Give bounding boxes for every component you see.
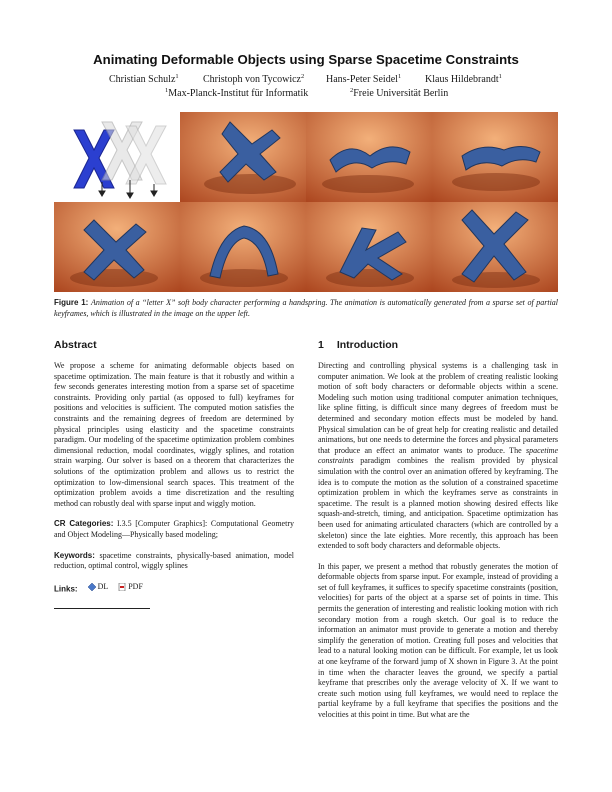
intro-p1-emphasis: spacetime constraints — [318, 445, 558, 466]
animation-frame-4 — [54, 202, 180, 292]
figure-keyframe-illustration — [54, 112, 180, 202]
intro-heading-text: Introduction — [336, 339, 399, 351]
figure-caption-text: Animation of a “letter X” soft body character performing a handspring. The animation is automatically generated from a sparse set of partial keyframes, which is illustrated in the image on the upper left. — [54, 298, 559, 318]
affiliation-1 — [165, 88, 308, 99]
affil-mark: 2 — [350, 87, 354, 94]
keywords — [54, 551, 294, 572]
author-4 — [425, 74, 502, 85]
cr-label: CR Categories: — [54, 519, 114, 529]
intro-p1-part-a: Directing and controlling physical systems is a challenging task in computer animation. We look at the problem of creating realistic looking motion of soft body characters or deformable objects within a scene. Modeling such motion using traditional computer animation techniques, like spline fitting, is difficult since many degrees of freedom must be determined and secondary motion effects must be modeled by hand. Physical simulation can be of great help for creating realistic and detailed animations, but one needs to determine the forces and physical parameters that produce an effect an animator wants to produce. The — [318, 361, 558, 455]
keyframe-x-gray-2 — [126, 126, 166, 184]
abstract-text: We propose a scheme for animating deformable objects based on spacetime optimization. The main feature is that it robustly and within a few seconds generates interesting motion from a sparse set of spacetime constraints. Providing only partial (as opposed to full) keyframes for positions and velocities is sufficient. The computed motion satisfies the constraints and the remaining degrees of freedom are determined by physical principles using elasticity and the spacetime constraints paradigm. Our modeling of the spacetime optimization problem combines dimensional reduction, modal coordinates, wiggly splines, and rotation strain warping. Our solver is based on a theorem that characterizes the solutions of the optimization problem and allows us to restrict the optimization to low-dimensional search spaces. This treatment of the optimization problem avoids a time discretization and the resulting method can robustly deal with sparse input and wiggly motion. — [54, 361, 294, 508]
keywords-text: spacetime constraints, physically-based animation, model reduction, optimal control, wiggly splines — [54, 550, 294, 571]
animation-frame-1 — [180, 112, 306, 202]
links — [54, 582, 294, 595]
animation-frame-3 — [432, 112, 558, 202]
links-label: Links: — [54, 583, 78, 593]
animation-frame-5 — [180, 202, 306, 292]
intro-p1-part-b: paradigm combines the realism provided by physical simulation with the control over an animation offered by keyframing. The idea is to compute the motion as the solution of a constrained spacetime optimization problem in which the keyframes serve as constraints in spacetime. The result is a planned motion showing desired effects like squash-and-stretch, timing, and anticipation. Spacetime optimization has been used for animating articulated characters (which are controlled by a skeleton) since the late eighties. More recently, this approach has been extended to soft body characters and deformable objects. — [318, 456, 558, 551]
footnote-rule — [54, 608, 150, 609]
cr-text: I.3.5 [Computer Graphics]: Computational Geometry and Object Modeling—Physically based modeling; — [54, 519, 294, 539]
figure-1 — [54, 112, 558, 292]
cr-categories — [54, 519, 294, 540]
affil-name: Max-Planck-Institut für Informatik — [168, 88, 309, 99]
author-affil-mark: 1 — [498, 73, 502, 80]
pdf-link[interactable] — [118, 582, 143, 593]
abstract-column — [54, 361, 294, 595]
animation-frame-7 — [432, 202, 558, 292]
author-affil-mark: 1 — [175, 73, 179, 80]
intro-heading — [318, 339, 398, 351]
intro-paragraph-2: In this paper, we present a method that robustly generates the motion of deformable objects from sparse input. For example, instead of providing a set of full keyframes, it suffices to specify spacetime constraints (position, velocities) for parts of the object at a sparse set of points in time. This permits the generation of interesting and realistic looking motion with rich secondary motion from a rough sketch. Our goal is to reduce the information an animator must provide to generate a motion and thereby simplify the generation of motion. Creating full poses and velocities that lead to a natural looking motion can be difficult. For example, let us look at one keyframe of the forward jump of X shown in Figure 3. At the point in time when the character leaves the ground, we specify a partial keyframe that prescribes only the average velocity of X. If we want to create such motion using full keyframes, we would need to replace the partial keyframe by a full keyframe that specifies the positions and the velocities at this point in time. But what are the — [318, 561, 558, 719]
intro-heading-number: 1 — [318, 339, 324, 351]
paper-title: Animating Deformable Objects using Sparse Spacetime Constraints — [93, 52, 519, 67]
figure-caption — [54, 298, 558, 319]
author-2 — [203, 74, 304, 85]
keywords-label: Keywords: — [54, 550, 95, 560]
animation-frame-6 — [306, 202, 432, 292]
affil-mark: 1 — [165, 87, 169, 94]
author-affil-mark: 2 — [301, 73, 305, 80]
figure-label: Figure 1: — [54, 298, 89, 307]
dl-link[interactable] — [88, 582, 109, 593]
intro-paragraph-1 — [318, 361, 558, 552]
author-name: Klaus Hildebrandt — [425, 74, 499, 85]
intro-column — [318, 361, 558, 721]
author-name: Hans-Peter Seidel — [326, 74, 398, 85]
author-name: Christian Schulz — [109, 74, 176, 85]
affil-name: Freie Universität Berlin — [353, 88, 449, 99]
affiliation-2 — [350, 88, 448, 99]
pdf-file-icon — [118, 583, 126, 591]
animation-frame-2 — [306, 112, 432, 202]
author-name: Christoph von Tycowicz — [203, 74, 301, 85]
dl-diamond-icon — [88, 583, 96, 591]
abstract-heading: Abstract — [54, 339, 97, 351]
dl-link-label: DL — [97, 581, 109, 591]
pdf-link-label: PDF — [128, 581, 143, 591]
author-3 — [326, 74, 401, 85]
author-affil-mark: 1 — [397, 73, 402, 80]
author-1 — [109, 74, 179, 85]
